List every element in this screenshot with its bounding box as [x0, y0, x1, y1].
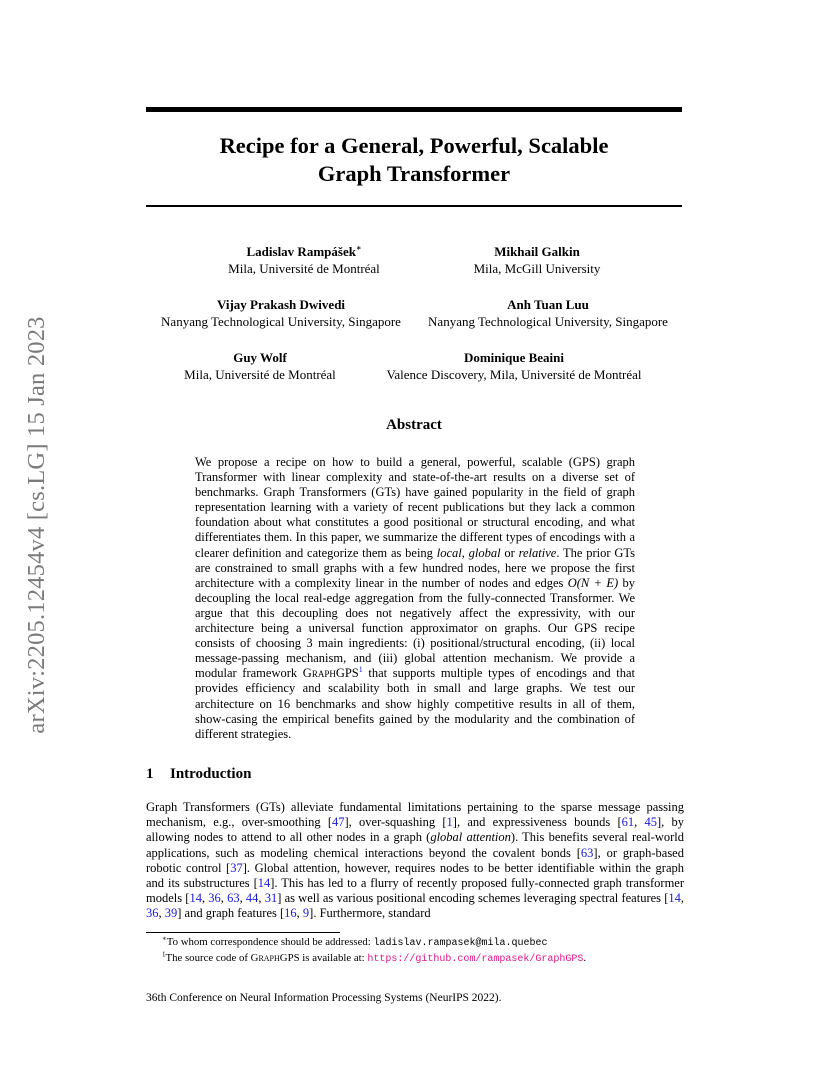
- citation-link[interactable]: 16: [284, 906, 297, 921]
- citation-link[interactable]: 31: [264, 891, 278, 906]
- citation-link[interactable]: 14: [668, 891, 681, 906]
- arxiv-id: arXiv:2205.12454v4 [cs.LG] 15 Jan 2023: [23, 316, 50, 734]
- author-block: [416, 296, 680, 330]
- section-heading-introduction: [146, 766, 251, 783]
- conference-note: 36th Conference on Neural Information Processing Systems (NeurIPS 2022).: [146, 992, 502, 1004]
- citation-link[interactable]: 14: [189, 891, 202, 906]
- title-bottom-rule: [146, 205, 682, 207]
- footnotes: [162, 935, 682, 967]
- title-line-1: Recipe for a General, Powerful, Scalable: [219, 133, 609, 158]
- author-affiliation: Nanyang Technological University, Singapore: [428, 314, 668, 329]
- author-affiliation: Mila, Université de Montréal: [184, 367, 336, 382]
- citation-link[interactable]: 14: [257, 876, 271, 891]
- footnote-link[interactable]: 1: [358, 665, 363, 675]
- section-title: Introduction: [170, 766, 252, 782]
- author-block: [199, 243, 409, 277]
- author-name: Guy Wolf: [233, 350, 287, 365]
- author-block: [374, 349, 654, 383]
- citation-link[interactable]: 37: [230, 860, 243, 875]
- citation-link[interactable]: 63: [580, 845, 594, 860]
- paper-title: [146, 132, 682, 188]
- citation-link[interactable]: 1: [446, 815, 453, 830]
- author-affiliation: Mila, McGill University: [473, 261, 601, 276]
- citation-link[interactable]: 63: [227, 891, 240, 906]
- author-block: [149, 296, 413, 330]
- citation-link[interactable]: 47: [332, 815, 345, 830]
- footnote-correspondence: ∗To whom correspondence should be addressed: ladislav.rampasek@mila.quebec: [162, 934, 548, 949]
- citation-link[interactable]: 36: [208, 891, 221, 906]
- citation-link[interactable]: 44: [245, 891, 259, 906]
- section-number: 1: [146, 766, 154, 782]
- contact-email[interactable]: ladislav.rampasek@mila.quebec: [373, 938, 548, 949]
- citation-link[interactable]: 39: [164, 906, 178, 921]
- author-name: Dominique Beaini: [463, 350, 565, 365]
- github-link[interactable]: https://github.com/rampasek/GraphGPS: [367, 954, 584, 965]
- framework-name: GraphGPS: [302, 666, 359, 681]
- footnote-rule: [146, 932, 340, 933]
- author-name: Mikhail Galkin: [494, 244, 580, 259]
- title-line-2: Graph Transformer: [317, 161, 511, 186]
- author-block: [165, 349, 355, 383]
- title-top-rule: [146, 107, 682, 112]
- footnote-source-code: $^1$The source code of GraphGPS is available at: https://github.com/rampasek/GraphGPS.: [162, 950, 587, 965]
- author-affiliation: Valence Discovery, Mila, Université de Montréal: [386, 367, 642, 382]
- citation-link[interactable]: 36: [146, 906, 159, 921]
- abstract-heading: Abstract: [386, 417, 442, 433]
- complexity-formula: O(N + E): [567, 575, 619, 590]
- author-footnote-mark: ∗: [355, 243, 362, 253]
- author-affiliation: Nanyang Technological University, Singapore: [161, 314, 401, 329]
- author-affiliation: Mila, Université de Montréal: [228, 261, 380, 276]
- introduction-text: Graph Transformers (GTs) alleviate fundamental limitations pertaining to the sparse message passing mechanism, e.g., over-smoothing [47], over-squashing [1], and expressiveness bounds [61, 45], by allowing nodes to attend to all other nodes in a graph (global attention). This benefits several real-world applications, such as modeling chemical interactions beyond the covalent bonds [63], or graph-based robotic control [37]. Global attention, however, requires nodes to be better identifiable within the graph and its substructures [14]. This has led to a flurry of recently proposed fully-connected graph transformer models [14, 36, 63, 44, 31] as well as various positional encoding schemes leveraging spectral features [14, 36, 39] and graph features [16, 9]. Furthermore, standard: [146, 800, 685, 921]
- arxiv-sidebar-stamp: [23, 290, 50, 760]
- author-name: Ladislav Rampášek: [246, 244, 356, 259]
- citation-link[interactable]: 45: [644, 815, 657, 830]
- author-name: Anh Tuan Luu: [507, 297, 589, 312]
- author-name: Vijay Prakash Dwivedi: [216, 297, 346, 312]
- citation-link[interactable]: 9: [302, 906, 310, 921]
- abstract-text: We propose a recipe on how to build a general, powerful, scalable (GPS) graph Transformer with linear complexity and state-of-the-art results on a diverse set of benchmarks. Graph Transformers (GTs) have gained popularity in the field of graph representation learning with a variety of recent publications but they lack a common foundation about what constitutes a good positional or structural encoding, and what differentiates them. In this paper, we summarize the different types of encodings with a clearer definition and categorize them as being local, global or relative. The prior GTs are constrained to small graphs with a few hundred nodes, here we propose the first architecture with a complexity linear in the number of nodes and edges O(N + E) by decoupling the local real-edge aggregation from the fully-connected Transformer. We argue that this decoupling does not negatively affect the expressivity, with our architecture being a universal function approximator on graphs. Our GPS recipe consists of choosing 3 main ingredients: (i) positional/structural encoding, (ii) local message-passing mechanism, and (iii) global attention mechanism. We provide a modular framework GraphGPS$^1$ that supports multiple types of encodings and that provides efficiency and scalability both in small and large graphs. We test our architecture on 16 benchmarks and show highly competitive results in all of them, show-casing the empirical benefits gained by the modularity and the combination of different strategies.: [195, 455, 636, 741]
- citation-link[interactable]: 61: [621, 815, 635, 830]
- author-block: [437, 243, 637, 277]
